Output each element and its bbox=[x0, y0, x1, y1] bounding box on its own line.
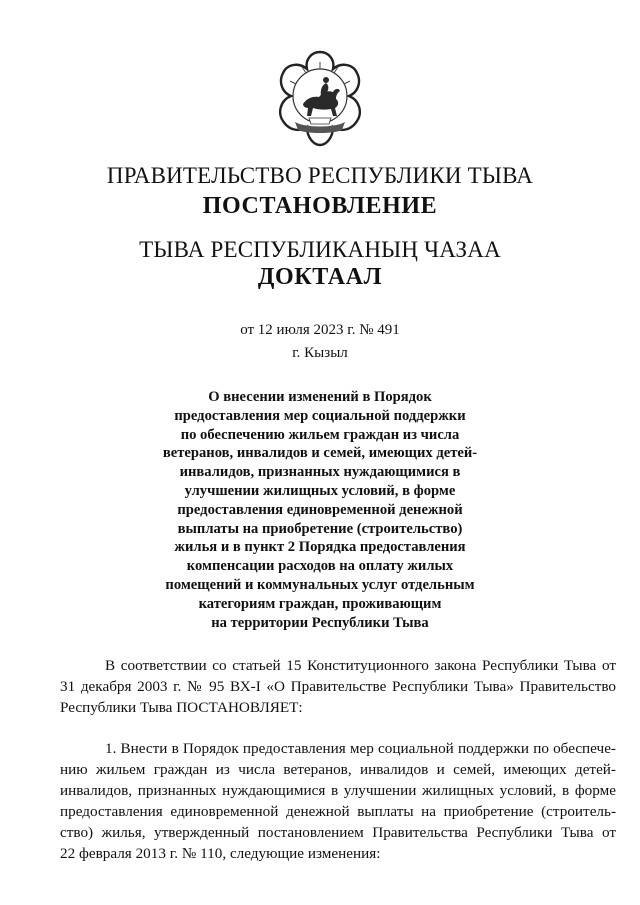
title-line: инвалидов, признанных нуждающимися в bbox=[179, 464, 461, 481]
title-line: по обеспечению жильем граждан из числа bbox=[180, 426, 460, 443]
title-line: категориям граждан, проживающим bbox=[198, 595, 442, 612]
paragraph-line: 22 февраля 2013 г. № 110, следующие изменения: bbox=[60, 845, 381, 862]
government-name-tyvan: ТЫВА РЕСПУБЛИКАНЫҢ ЧАЗАА bbox=[139, 237, 501, 262]
paragraph-line: В соответствии со статьей 15 Конституционного закона Республики Тыва от bbox=[105, 657, 616, 674]
item-1-paragraph bbox=[60, 738, 616, 864]
government-name-russian: ПРАВИТЕЛЬСТВО РЕСПУБЛИКИ ТЫВА bbox=[106, 163, 534, 188]
title-line: помещений и коммунальных услуг отдельным bbox=[165, 576, 475, 593]
title-line: предоставления единовременной денежной bbox=[177, 501, 463, 518]
document-title bbox=[140, 388, 500, 632]
document-type-russian: ПОСТАНОВЛЕНИЕ bbox=[202, 193, 438, 219]
preamble-paragraph bbox=[60, 655, 616, 718]
title-line: О внесении изменений в Порядок bbox=[208, 389, 432, 405]
paragraph-line: инвалидов, признанных нуждающимися в улучшении жилищных условий, в форме bbox=[60, 782, 616, 799]
title-line: выплаты на приобретение (строительство) bbox=[177, 520, 463, 537]
title-line: жилья и в пункт 2 Порядка предоставления bbox=[174, 539, 466, 556]
title-line: компенсации расходов на оплату жилых bbox=[186, 558, 454, 575]
title-line: ветеранов, инвалидов и семей, имеющих детей- bbox=[162, 445, 478, 462]
date-and-number: от 12 июля 2023 г. № 491 bbox=[240, 322, 400, 338]
paragraph-line: нию жильем граждан из числа ветеранов, инвалидов и семей, имеющих детей- bbox=[60, 761, 616, 778]
title-line: улучшении жилищных условий, в форме bbox=[184, 482, 456, 499]
paragraph-line: предоставления единовременной денежной выплаты на приобретение (строитель- bbox=[60, 803, 616, 820]
paragraph-line: 31 декабря 2003 г. № 95 ВХ-I «О Правительстве Республики Тыва» Правительство bbox=[60, 678, 616, 695]
paragraph-line: 1. Внести в Порядок предоставления мер социальной поддержки по обеспече- bbox=[105, 740, 616, 757]
paragraph-line: Республики Тыва ПОСТАНОВЛЯЕТ: bbox=[60, 699, 303, 716]
city: г. Кызыл bbox=[292, 345, 348, 361]
paragraph-line: ство) жилья, утвержденный постановлением Правительства Республики Тыва от bbox=[60, 824, 616, 841]
title-line: на территории Республики Тыва bbox=[211, 614, 429, 631]
document-type-tyvan: ДОКТААЛ bbox=[257, 264, 383, 290]
title-line: предоставления мер социальной поддержки bbox=[174, 407, 466, 424]
coat-of-arms-emblem bbox=[273, 48, 367, 148]
